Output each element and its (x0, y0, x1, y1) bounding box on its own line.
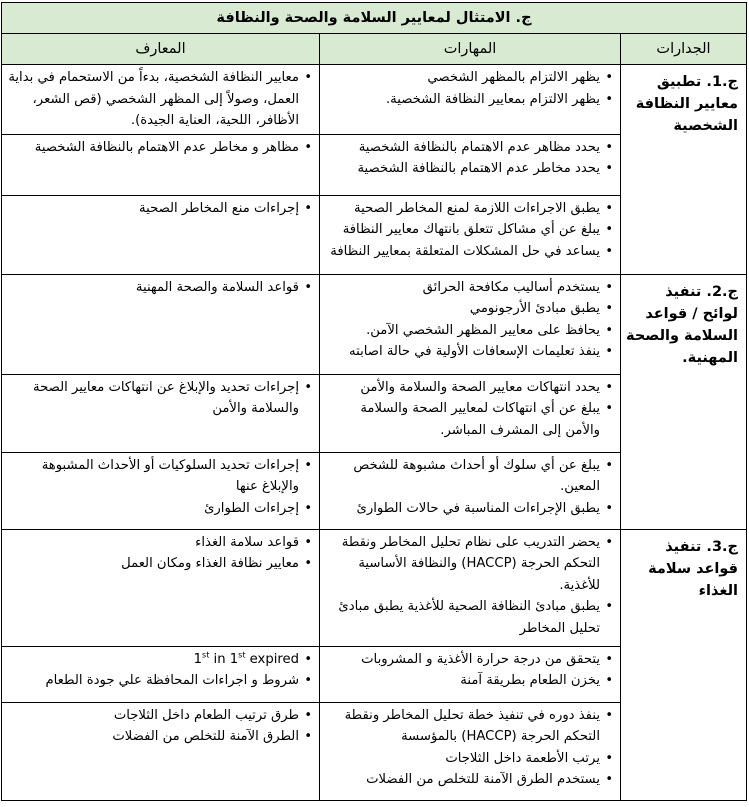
list-item: • إجراءات تحديد والإبلاغ عن انتهاكات معايير الصحة والسلامة والأمن (6, 377, 299, 420)
list-item: • معايير النظافة الشخصية، بدءاً من الاستحمام في بداية العمل، وصولاً إلى المظهر الشخصي (قص الشعر، الأظافر، اللحية، العناية الجيدة). (6, 67, 299, 132)
knowledge-cell (1, 646, 319, 702)
skills-cell (320, 374, 621, 452)
list-item: • يخزن الطعام بطريقة آمنة (324, 670, 600, 692)
competency-table (1, 2, 747, 801)
header-skills: المهارات (320, 34, 621, 65)
list-item: • إجراءات منع المخاطر الصحية (6, 198, 299, 220)
skills-cell (320, 452, 621, 529)
list-item: • يحدد مظاهر عدم الاهتمام بالنظافة الشخصية (324, 137, 600, 159)
table-row (1, 65, 746, 135)
list-item: • يظهر الالتزام بمعايير النظافة الشخصية. (324, 89, 600, 111)
expired-note: 1st in 1st expired (193, 650, 299, 667)
list-item: • يطبق مبادئ الأرجونومي (324, 298, 600, 320)
competency-cell: ج.3. تنفيذ قواعد سلامة الغذاء (621, 529, 747, 800)
list-item: • يستخدم الطرق الآمنة للتخلص من الفضلات (324, 769, 600, 791)
list-item (6, 649, 299, 671)
list-item: • يستخدم أساليب مكافحة الحرائق (324, 277, 600, 299)
list-item: • يبلغ عن أي انتهاكات لمعايير الصحة والسلامة والأمن إلى المشرف المباشر. (324, 398, 600, 441)
list-item: • يرتب الأطعمة داخل الثلاجات (324, 748, 600, 770)
skills-cell (320, 646, 621, 702)
list-item: • إجراءات الطوارئ (6, 498, 299, 520)
list-item: • يطبق الإجراءات المناسبة في حالات الطوارئ (324, 498, 600, 520)
knowledge-cell (1, 452, 319, 529)
list-item: • يطبق الاجراءات اللازمة لمنع المخاطر الصحية (324, 198, 600, 220)
title-row (1, 3, 746, 34)
list-item: • الطرق الآمنة للتخلص من الفضلات (6, 726, 299, 748)
header-row (1, 34, 746, 65)
list-item: • ينفذ تعليمات الإسعافات الأولية في حالة اصابته (324, 341, 600, 363)
skills-cell (320, 65, 621, 135)
list-item: • يحدد مخاطر عدم الاهتمام بالنظافة الشخصية (324, 158, 600, 180)
skills-cell (320, 529, 621, 646)
list-item: • يبلغ عن أي مشاكل تتعلق بانتهاك معايير النظافة (324, 219, 600, 241)
knowledge-cell (1, 195, 319, 274)
competency-cell: ج.2. تنفيذ لوائح / قواعد السلامة والصحة المهنية. (621, 274, 747, 529)
skills-cell (320, 195, 621, 274)
knowledge-cell (1, 529, 319, 646)
header-knowledge: المعارف (1, 34, 319, 65)
list-item: • يبلغ عن أي سلوك أو أحداث مشبوهة للشخص المعين. (324, 455, 600, 498)
knowledge-cell (1, 134, 319, 195)
list-item: • يحافظ على معايير المظهر الشخصي الآمن. (324, 320, 600, 342)
header-competencies: الجدارات (621, 34, 747, 65)
list-item: • يحضر التدريب على نظام تحليل المخاطر ونقطة التحكم الحرجة (HACCP) والنظافة الأساسية للأغذية. (324, 532, 600, 597)
list-item: • قواعد السلامة والصحة المهنية (6, 277, 299, 299)
skills-cell (320, 134, 621, 195)
competency-cell: ج.1. تطبيق معايير النظافة الشخصية (621, 65, 747, 275)
list-item: • يساعد في حل المشكلات المتعلقة بمعايير النظافة (324, 241, 600, 263)
list-item: • معايير نظافة الغذاء ومكان العمل (6, 553, 299, 575)
list-item: • مظاهر و مخاطر عدم الاهتمام بالنظافة الشخصية (6, 137, 299, 159)
knowledge-cell (1, 65, 319, 135)
list-item: • يحدد انتهاكات معايير الصحة والسلامة والأمن (324, 377, 600, 399)
list-item: • إجراءات تحديد السلوكيات أو الأحداث المشبوهة والإبلاغ عنها (6, 455, 299, 498)
list-item: • شروط و اجراءات المحافظة علي جودة الطعام (6, 670, 299, 692)
knowledge-cell (1, 702, 319, 800)
skills-cell (320, 274, 621, 374)
list-item: • يتحقق من درجة حرارة الأغذية و المشروبات (324, 649, 600, 671)
list-item: • طرق ترتيب الطعام داخل الثلاجات (6, 705, 299, 727)
table-row (1, 529, 746, 646)
list-item: • قواعد سلامة الغذاء (6, 532, 299, 554)
knowledge-cell (1, 374, 319, 452)
skills-cell (320, 702, 621, 800)
table-row (1, 274, 746, 374)
list-item: • يطبق مبادئ النظافة الصحية للأغذية يطبق مبادئ تحليل المخاطر (324, 596, 600, 639)
list-item: • ينفذ دوره في تنفيذ خطة تحليل المخاطر ونقطة التحكم الحرجة (HACCP) بالمؤسسة (324, 705, 600, 748)
table-title: ج. الامتثال لمعايير السلامة والصحة والنظافة (1, 3, 746, 34)
knowledge-cell (1, 274, 319, 374)
list-item: • يظهر الالتزام بالمظهر الشخصي (324, 67, 600, 89)
